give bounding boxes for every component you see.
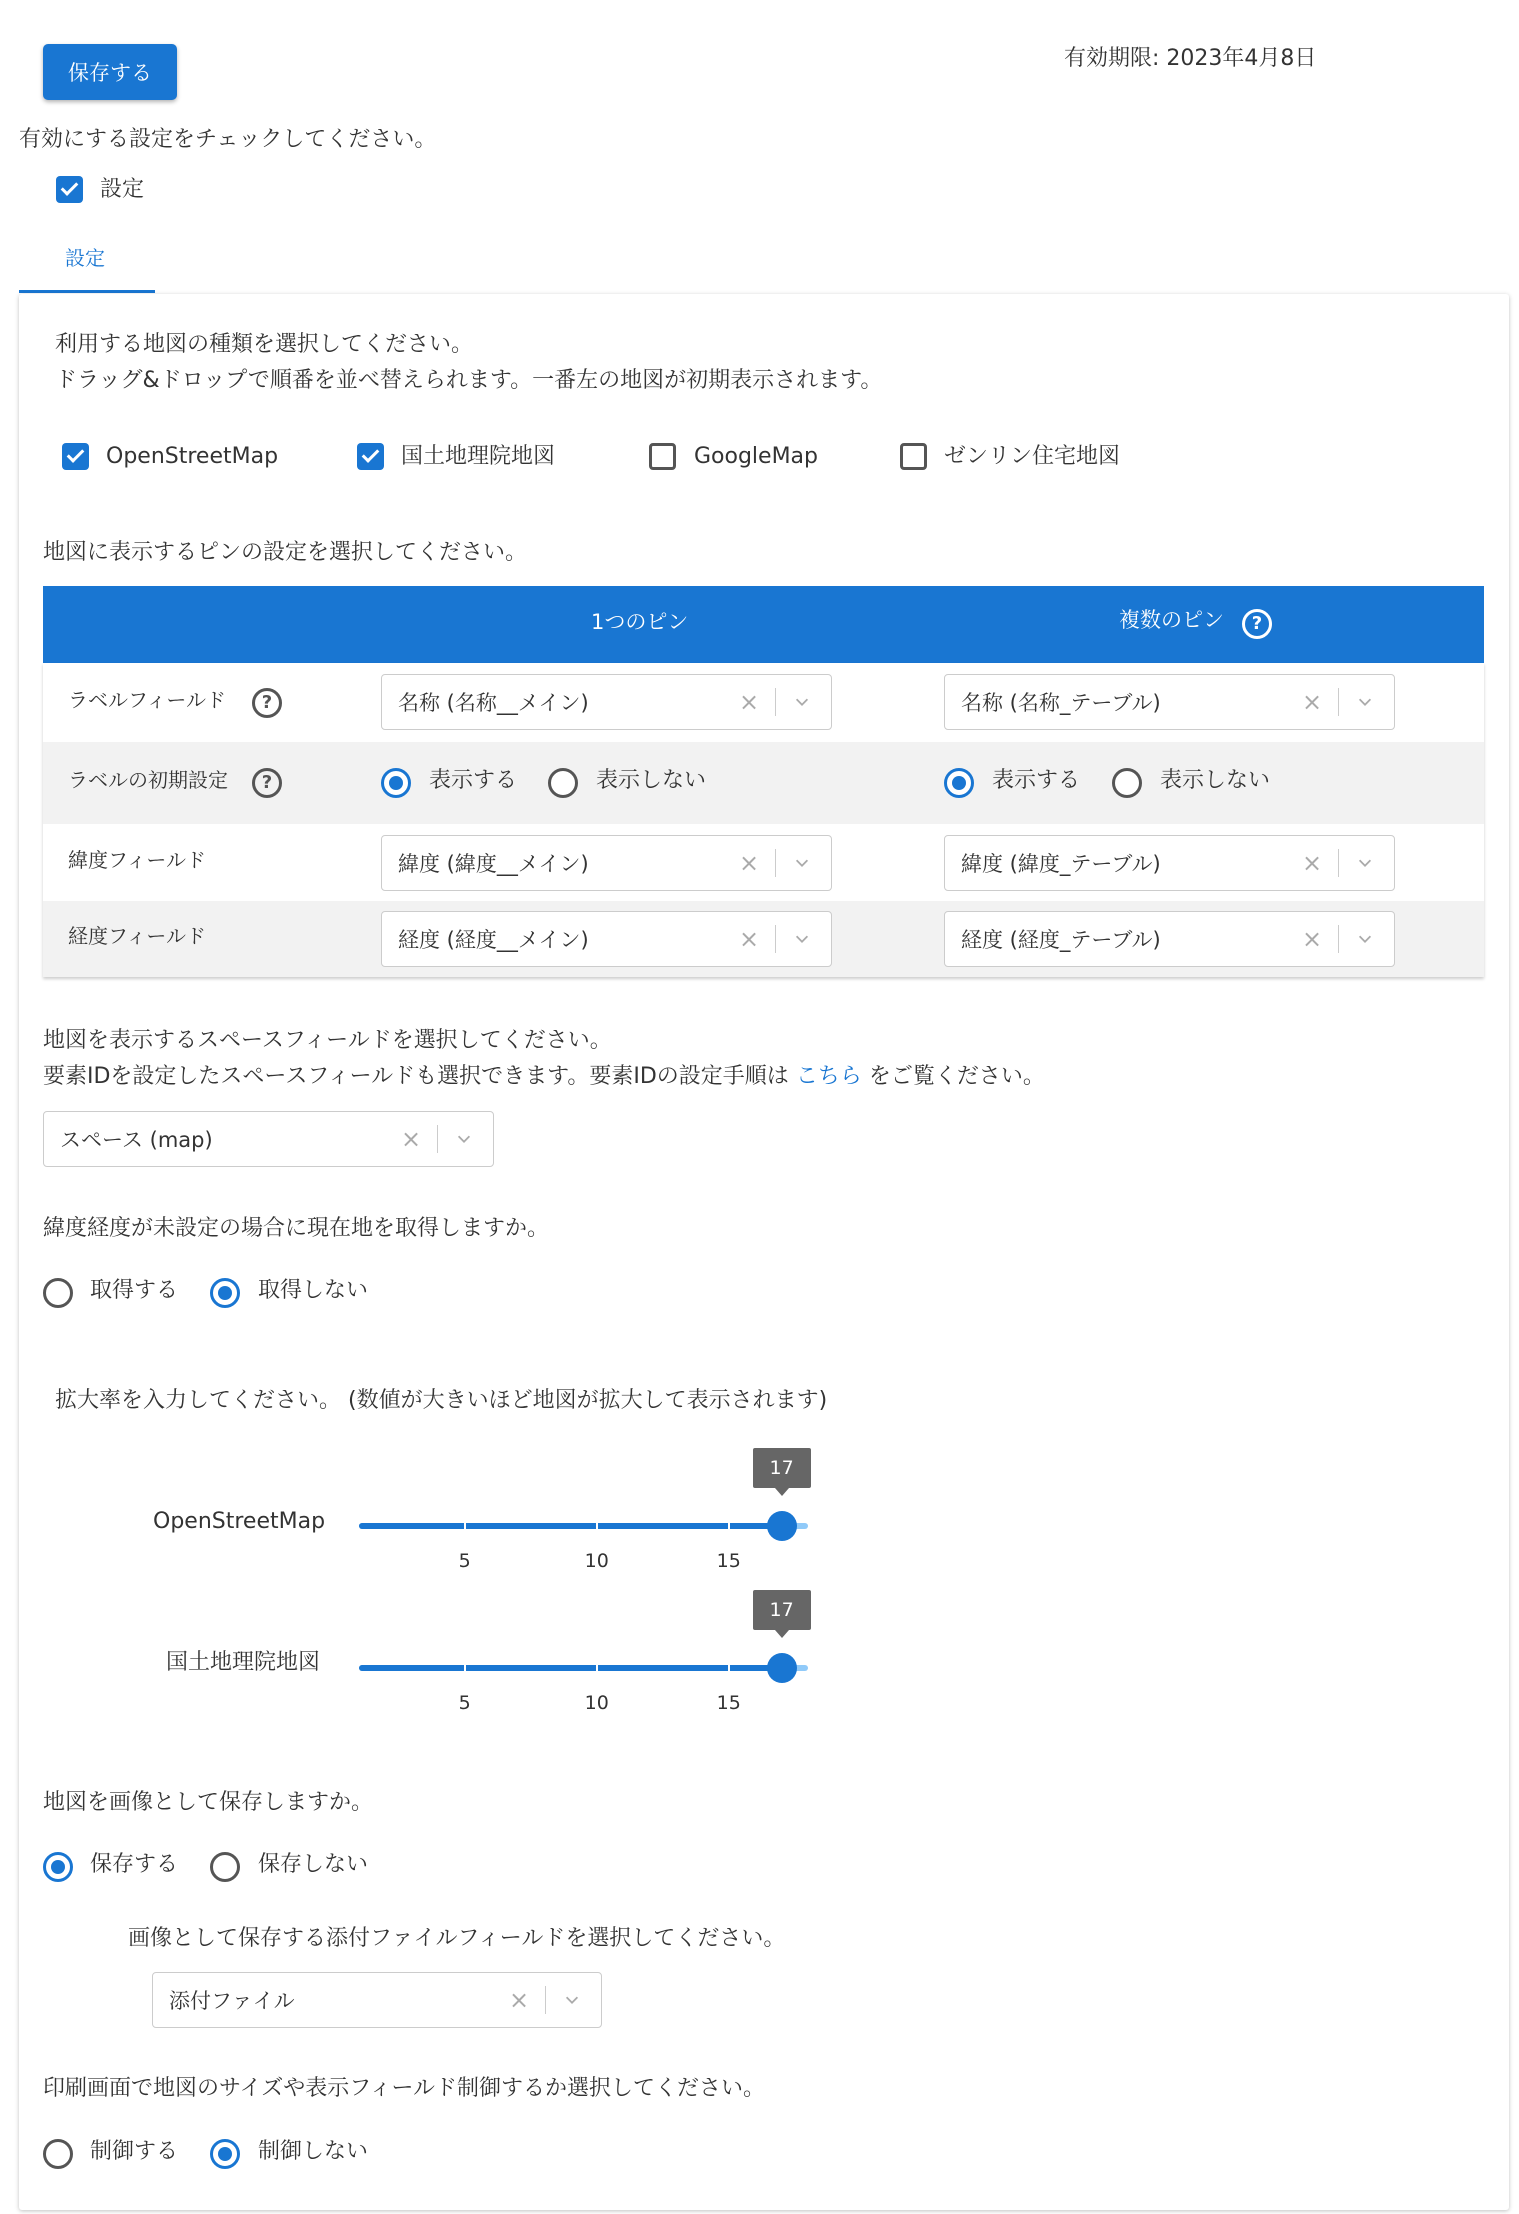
slider-thumb[interactable] <box>767 1653 797 1683</box>
slider-tick-label: 15 <box>716 1692 741 1714</box>
row-label-lat-field: 緯度フィールド <box>68 848 206 872</box>
space-hint-text-end: をご覧ください。 <box>868 1064 1045 1089</box>
row-label-lng-field: 経度フィールド <box>68 924 206 948</box>
clear-icon[interactable]: × <box>1301 925 1323 953</box>
clear-icon[interactable]: × <box>738 925 760 953</box>
select-separator <box>1338 688 1339 716</box>
geolocation-yes-radio[interactable] <box>43 1278 73 1308</box>
chevron-down-icon[interactable] <box>787 912 817 966</box>
radio-label: 表示する <box>992 768 1081 793</box>
label-default-multi-show-radio[interactable] <box>944 768 974 798</box>
print-control-yes-radio[interactable] <box>43 2139 73 2169</box>
clear-icon[interactable]: × <box>738 849 760 877</box>
map-type-label-zenrin: ゼンリン住宅地図 <box>944 444 1121 469</box>
slider-mark <box>464 1523 466 1529</box>
lat-field-single-select[interactable] <box>381 835 832 891</box>
slider-tick-label: 10 <box>584 1692 609 1714</box>
slider-tick-label: 5 <box>458 1692 471 1714</box>
map-type-checkbox-google[interactable] <box>649 443 676 470</box>
map-type-checkbox-gsi[interactable] <box>357 443 384 470</box>
clear-icon[interactable]: × <box>738 688 760 716</box>
label-default-single-hide-radio[interactable] <box>548 768 578 798</box>
label-default-multi-hide-radio[interactable] <box>1112 768 1142 798</box>
slider-value-label: 17 <box>753 1590 811 1630</box>
slider-tick-label: 10 <box>584 1550 609 1572</box>
select-value: 緯度 (緯度_テーブル) <box>961 852 1161 876</box>
slider-tick-label: 5 <box>458 1550 471 1572</box>
map-type-label-osm: OpenStreetMap <box>106 444 279 469</box>
select-separator <box>1338 849 1339 877</box>
slider-tick-label: 15 <box>716 1550 741 1572</box>
chevron-down-icon[interactable] <box>557 1973 587 2027</box>
col-header-single-pin: 1つのピン <box>591 610 689 634</box>
radio-label: 保存しない <box>258 1852 369 1877</box>
label-default-help-icon[interactable]: ? <box>252 768 282 798</box>
radio-label: 表示しない <box>596 768 707 793</box>
pin-settings-title: 地図に表示するピンの設定を選択してください。 <box>43 540 528 565</box>
clear-icon[interactable]: × <box>508 1986 530 2014</box>
map-type-instruction: 利用する地図の種類を選択してください。 <box>55 332 474 357</box>
lat-field-multi-select[interactable] <box>944 835 1395 891</box>
row-label-label-field: ラベルフィールド <box>68 688 226 712</box>
label-default-single-show-radio[interactable] <box>381 768 411 798</box>
slider-thumb[interactable] <box>767 1511 797 1541</box>
col-header-multi-pin: 複数のピン <box>1119 608 1224 632</box>
zoom-slider-label-gsi: 国土地理院地図 <box>166 1650 321 1675</box>
select-separator <box>1338 925 1339 953</box>
space-field-select[interactable] <box>43 1111 494 1167</box>
radio-label: 制御しない <box>258 2139 369 2164</box>
select-separator <box>775 925 776 953</box>
slider-mark <box>728 1523 730 1529</box>
select-separator <box>545 1986 546 2014</box>
space-field-instruction: 地図を表示するスペースフィールドを選択してください。 <box>43 1028 612 1053</box>
clear-icon[interactable]: × <box>1301 688 1323 716</box>
enable-checkbox[interactable] <box>56 176 83 203</box>
map-type-checkbox-osm[interactable] <box>62 443 89 470</box>
select-separator <box>437 1125 438 1153</box>
radio-label: 表示しない <box>1160 768 1271 793</box>
map-type-drag-hint: ドラッグ&ドロップで順番を並べ替えられます。一番左の地図が初期表示されます。 <box>55 368 883 393</box>
radio-label: 取得しない <box>258 1278 369 1303</box>
select-value: 名称 (名称_テーブル) <box>961 691 1161 715</box>
slider-track <box>359 1523 782 1529</box>
expiry-text: 有効期限: 2023年4月8日 <box>1064 46 1317 71</box>
select-value: 緯度 (緯度__メイン) <box>398 852 589 876</box>
enable-instruction: 有効にする設定をチェックしてください。 <box>19 127 437 152</box>
enable-checkbox-label: 設定 <box>100 177 145 202</box>
zoom-slider-label-osm: OpenStreetMap <box>153 1509 326 1534</box>
save-image-no-radio[interactable] <box>210 1852 240 1882</box>
map-type-label-gsi: 国土地理院地図 <box>401 444 556 469</box>
tab-settings[interactable]: 設定 <box>65 246 105 270</box>
lng-field-multi-select[interactable] <box>944 911 1395 967</box>
radio-label: 表示する <box>429 768 518 793</box>
chevron-down-icon[interactable] <box>1350 912 1380 966</box>
settings-panel <box>19 294 1509 2210</box>
save-button[interactable]: 保存する <box>43 44 177 100</box>
select-value: スペース (map) <box>60 1128 213 1152</box>
select-separator <box>775 688 776 716</box>
save-image-question: 地図を画像として保存しますか。 <box>43 1790 374 1815</box>
slider-mark <box>464 1665 466 1671</box>
chevron-down-icon[interactable] <box>449 1112 479 1166</box>
chevron-down-icon[interactable] <box>1350 836 1380 890</box>
slider-track <box>359 1665 782 1671</box>
tab-indicator <box>19 290 155 293</box>
chevron-down-icon[interactable] <box>1350 675 1380 729</box>
label-field-help-icon[interactable]: ? <box>252 688 282 718</box>
row-label-label-default: ラベルの初期設定 <box>68 768 228 792</box>
space-field-hint <box>43 1064 1045 1090</box>
save-image-yes-radio[interactable] <box>43 1852 73 1882</box>
select-value: 経度 (経度__メイン) <box>398 928 589 952</box>
chevron-down-icon[interactable] <box>787 836 817 890</box>
radio-label: 取得する <box>90 1278 179 1303</box>
map-type-label-google: GoogleMap <box>694 444 819 469</box>
slider-mark <box>728 1665 730 1671</box>
select-value: 名称 (名称__メイン) <box>398 691 589 715</box>
zoom-instruction: 拡大率を入力してください。 (数値が大きいほど地図が拡大して表示されます) <box>55 1388 828 1413</box>
clear-icon[interactable]: × <box>400 1125 422 1153</box>
clear-icon[interactable]: × <box>1301 849 1323 877</box>
select-value: 添付ファイル <box>169 1989 295 2013</box>
slider-value-label: 17 <box>753 1448 811 1488</box>
select-value: 経度 (経度_テーブル) <box>961 928 1161 952</box>
geolocation-question: 緯度経度が未設定の場合に現在地を取得しますか。 <box>43 1216 550 1241</box>
attach-field-instruction: 画像として保存する添付ファイルフィールドを選択してください。 <box>128 1926 786 1951</box>
select-separator <box>775 849 776 877</box>
label-field-single-select[interactable] <box>381 674 832 730</box>
radio-label: 保存する <box>90 1852 179 1877</box>
multi-pin-help-icon[interactable]: ? <box>1242 609 1272 639</box>
chevron-down-icon[interactable] <box>787 675 817 729</box>
map-type-checkbox-zenrin[interactable] <box>900 443 927 470</box>
element-id-help-link[interactable]: こちら <box>795 1064 862 1089</box>
lng-field-single-select[interactable] <box>381 911 832 967</box>
print-control-question: 印刷画面で地図のサイズや表示フィールド制御するか選択してください。 <box>43 2076 766 2101</box>
slider-mark <box>596 1523 598 1529</box>
slider-mark <box>596 1665 598 1671</box>
attach-field-select[interactable] <box>152 1972 602 2028</box>
geolocation-no-radio[interactable] <box>210 1278 240 1308</box>
label-field-multi-select[interactable] <box>944 674 1395 730</box>
radio-label: 制御する <box>90 2139 179 2164</box>
space-hint-text: 要素IDを設定したスペースフィールドも選択できます。要素IDの設定手順は <box>43 1064 789 1089</box>
print-control-no-radio[interactable] <box>210 2139 240 2169</box>
